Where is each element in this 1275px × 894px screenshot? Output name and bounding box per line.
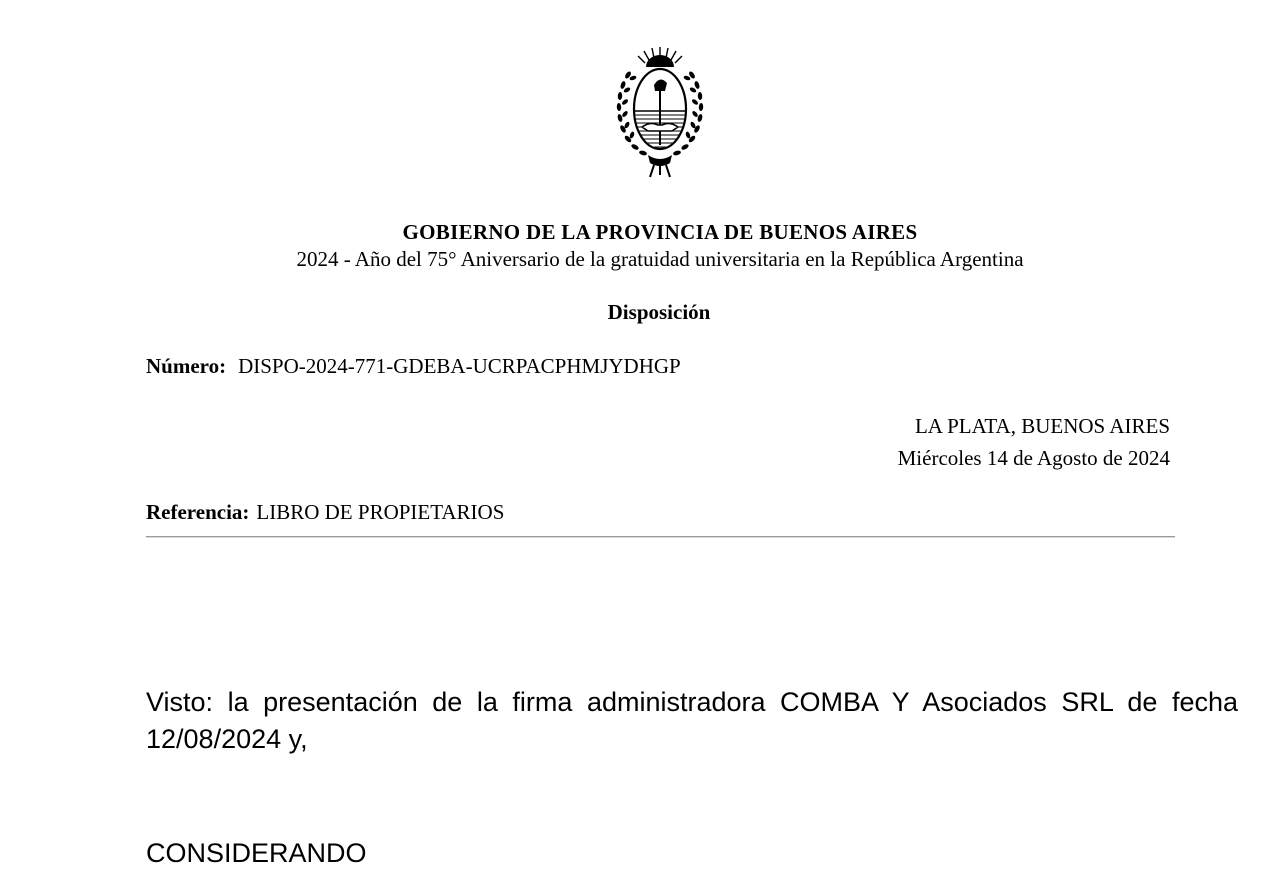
reference-line: [146, 500, 504, 525]
document-number-label: Número:: [146, 354, 227, 378]
reference-value: LIBRO DE PROPIETARIOS: [256, 500, 505, 524]
government-title: GOBIERNO DE LA PROVINCIA DE BUENOS AIRES: [402, 220, 918, 244]
document-number-value: DISPO-2024-771-GDEBA-UCRPACPHMJYDHGP: [238, 354, 681, 378]
header-divider: [146, 536, 1175, 538]
coat-of-arms-icon: [612, 45, 708, 181]
year-motto: 2024 - Año del 75° Aniversario de la gratuidad universitaria en la República Argentina: [296, 247, 1024, 271]
document-number-line: [146, 354, 681, 379]
document-type: Disposición: [607, 300, 711, 324]
considerando-heading: CONSIDERANDO: [146, 838, 367, 868]
document-place: LA PLATA, BUENOS AIRES: [914, 414, 1170, 438]
visto-paragraph: Visto: la presentación de la firma administradora COMBA Y Asociados SRL de fecha 12/08/2024 y,: [146, 687, 1238, 754]
document-date: Miércoles 14 de Agosto de 2024: [897, 446, 1170, 470]
reference-label: Referencia:: [146, 500, 250, 524]
